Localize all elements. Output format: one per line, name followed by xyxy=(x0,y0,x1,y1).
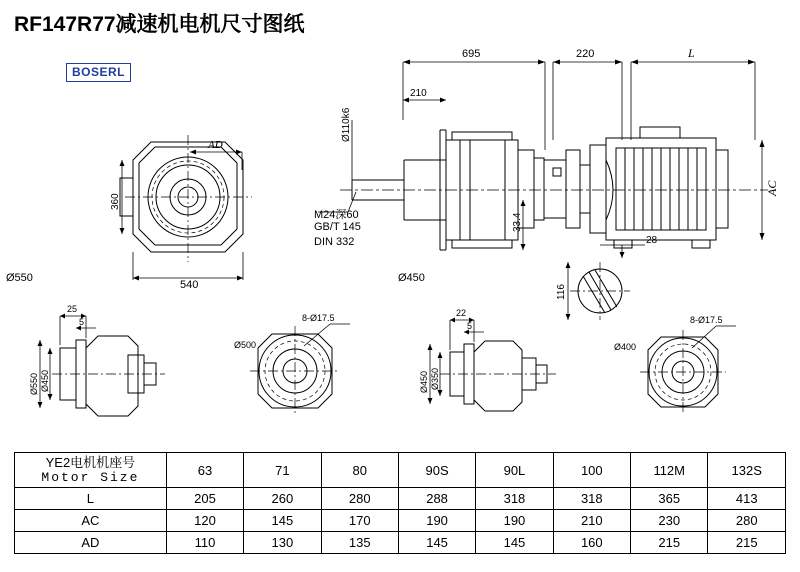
svg-text:AD: AD xyxy=(208,139,223,151)
table-row xyxy=(15,510,786,532)
table-header-row xyxy=(15,453,786,488)
table-cell: 160 xyxy=(553,532,630,554)
svg-text:Ø500: Ø500 xyxy=(234,340,257,350)
svg-text:L: L xyxy=(688,46,695,60)
row-label: L xyxy=(15,488,167,510)
svg-text:25: 25 xyxy=(67,304,78,314)
svg-text:Ø110k6: Ø110k6 xyxy=(341,107,352,142)
table-cell: 413 xyxy=(708,488,786,510)
table-header-cn: YE2电机机座号 xyxy=(45,455,136,470)
svg-text:8-Ø17.5: 8-Ø17.5 xyxy=(302,313,335,323)
table-cell: 288 xyxy=(398,488,475,510)
motor-size-table xyxy=(14,452,786,554)
table-cell: 120 xyxy=(166,510,243,532)
motor-size-cell: 71 xyxy=(244,453,321,488)
thread-callout-3: DIN 332 xyxy=(314,236,355,248)
table-cell: 318 xyxy=(553,488,630,510)
svg-text:AC: AC xyxy=(765,180,779,196)
table-cell: 365 xyxy=(630,488,707,510)
table-cell: 190 xyxy=(476,510,553,532)
motor-size-cell: 63 xyxy=(166,453,243,488)
svg-text:540: 540 xyxy=(180,279,199,291)
table-cell: 170 xyxy=(321,510,398,532)
table-cell: 215 xyxy=(630,532,707,554)
table-cell: 280 xyxy=(321,488,398,510)
motor-size-cell: 112M xyxy=(630,453,707,488)
motor-size-cell: 132S xyxy=(708,453,786,488)
table-header-en: Motor Size xyxy=(41,470,140,485)
table-cell: 145 xyxy=(476,532,553,554)
motor-size-cell: 90S xyxy=(398,453,475,488)
table-cell: 135 xyxy=(321,532,398,554)
table-cell: 215 xyxy=(708,532,786,554)
table-row xyxy=(15,532,786,554)
svg-text:22: 22 xyxy=(456,308,467,318)
table-cell: 260 xyxy=(244,488,321,510)
svg-text:210: 210 xyxy=(410,88,427,99)
svg-text:8-Ø17.5: 8-Ø17.5 xyxy=(690,315,723,325)
svg-text:Ø450: Ø450 xyxy=(419,370,429,393)
dim-d450-label: Ø450 xyxy=(398,272,425,284)
page-title: RF147R77减速机电机尺寸图纸 xyxy=(14,13,305,36)
dim-d550-label: Ø550 xyxy=(6,272,33,284)
motor-size-cell: 80 xyxy=(321,453,398,488)
table-header-label xyxy=(15,453,167,488)
svg-text:116: 116 xyxy=(556,284,567,300)
table-cell: 145 xyxy=(398,532,475,554)
svg-text:220: 220 xyxy=(576,48,595,60)
table-row xyxy=(15,488,786,510)
brand-logo: BOSERL xyxy=(66,63,131,82)
thread-callout-1: M24深60 xyxy=(314,209,359,221)
svg-text:Ø450: Ø450 xyxy=(40,369,50,392)
svg-text:360: 360 xyxy=(110,193,121,210)
svg-text:28: 28 xyxy=(646,235,658,246)
svg-text:Ø550: Ø550 xyxy=(29,372,39,395)
table-cell: 230 xyxy=(630,510,707,532)
table-cell: 210 xyxy=(553,510,630,532)
motor-size-cell: 90L xyxy=(476,453,553,488)
table-cell: 110 xyxy=(166,532,243,554)
svg-text:695: 695 xyxy=(462,48,481,60)
table-cell: 205 xyxy=(166,488,243,510)
table-cell: 190 xyxy=(398,510,475,532)
table-cell: 318 xyxy=(476,488,553,510)
row-label: AD xyxy=(15,532,167,554)
table-cell: 145 xyxy=(244,510,321,532)
motor-size-cell: 100 xyxy=(553,453,630,488)
thread-callout-2: GB/T 145 xyxy=(314,221,361,233)
row-label: AC xyxy=(15,510,167,532)
svg-text:Ø350: Ø350 xyxy=(430,367,440,390)
svg-text:5: 5 xyxy=(79,317,85,327)
table-cell: 280 xyxy=(708,510,786,532)
table-cell: 130 xyxy=(244,532,321,554)
svg-text:33.4: 33.4 xyxy=(512,212,523,232)
svg-text:5: 5 xyxy=(467,321,473,331)
svg-text:Ø400: Ø400 xyxy=(614,342,637,352)
